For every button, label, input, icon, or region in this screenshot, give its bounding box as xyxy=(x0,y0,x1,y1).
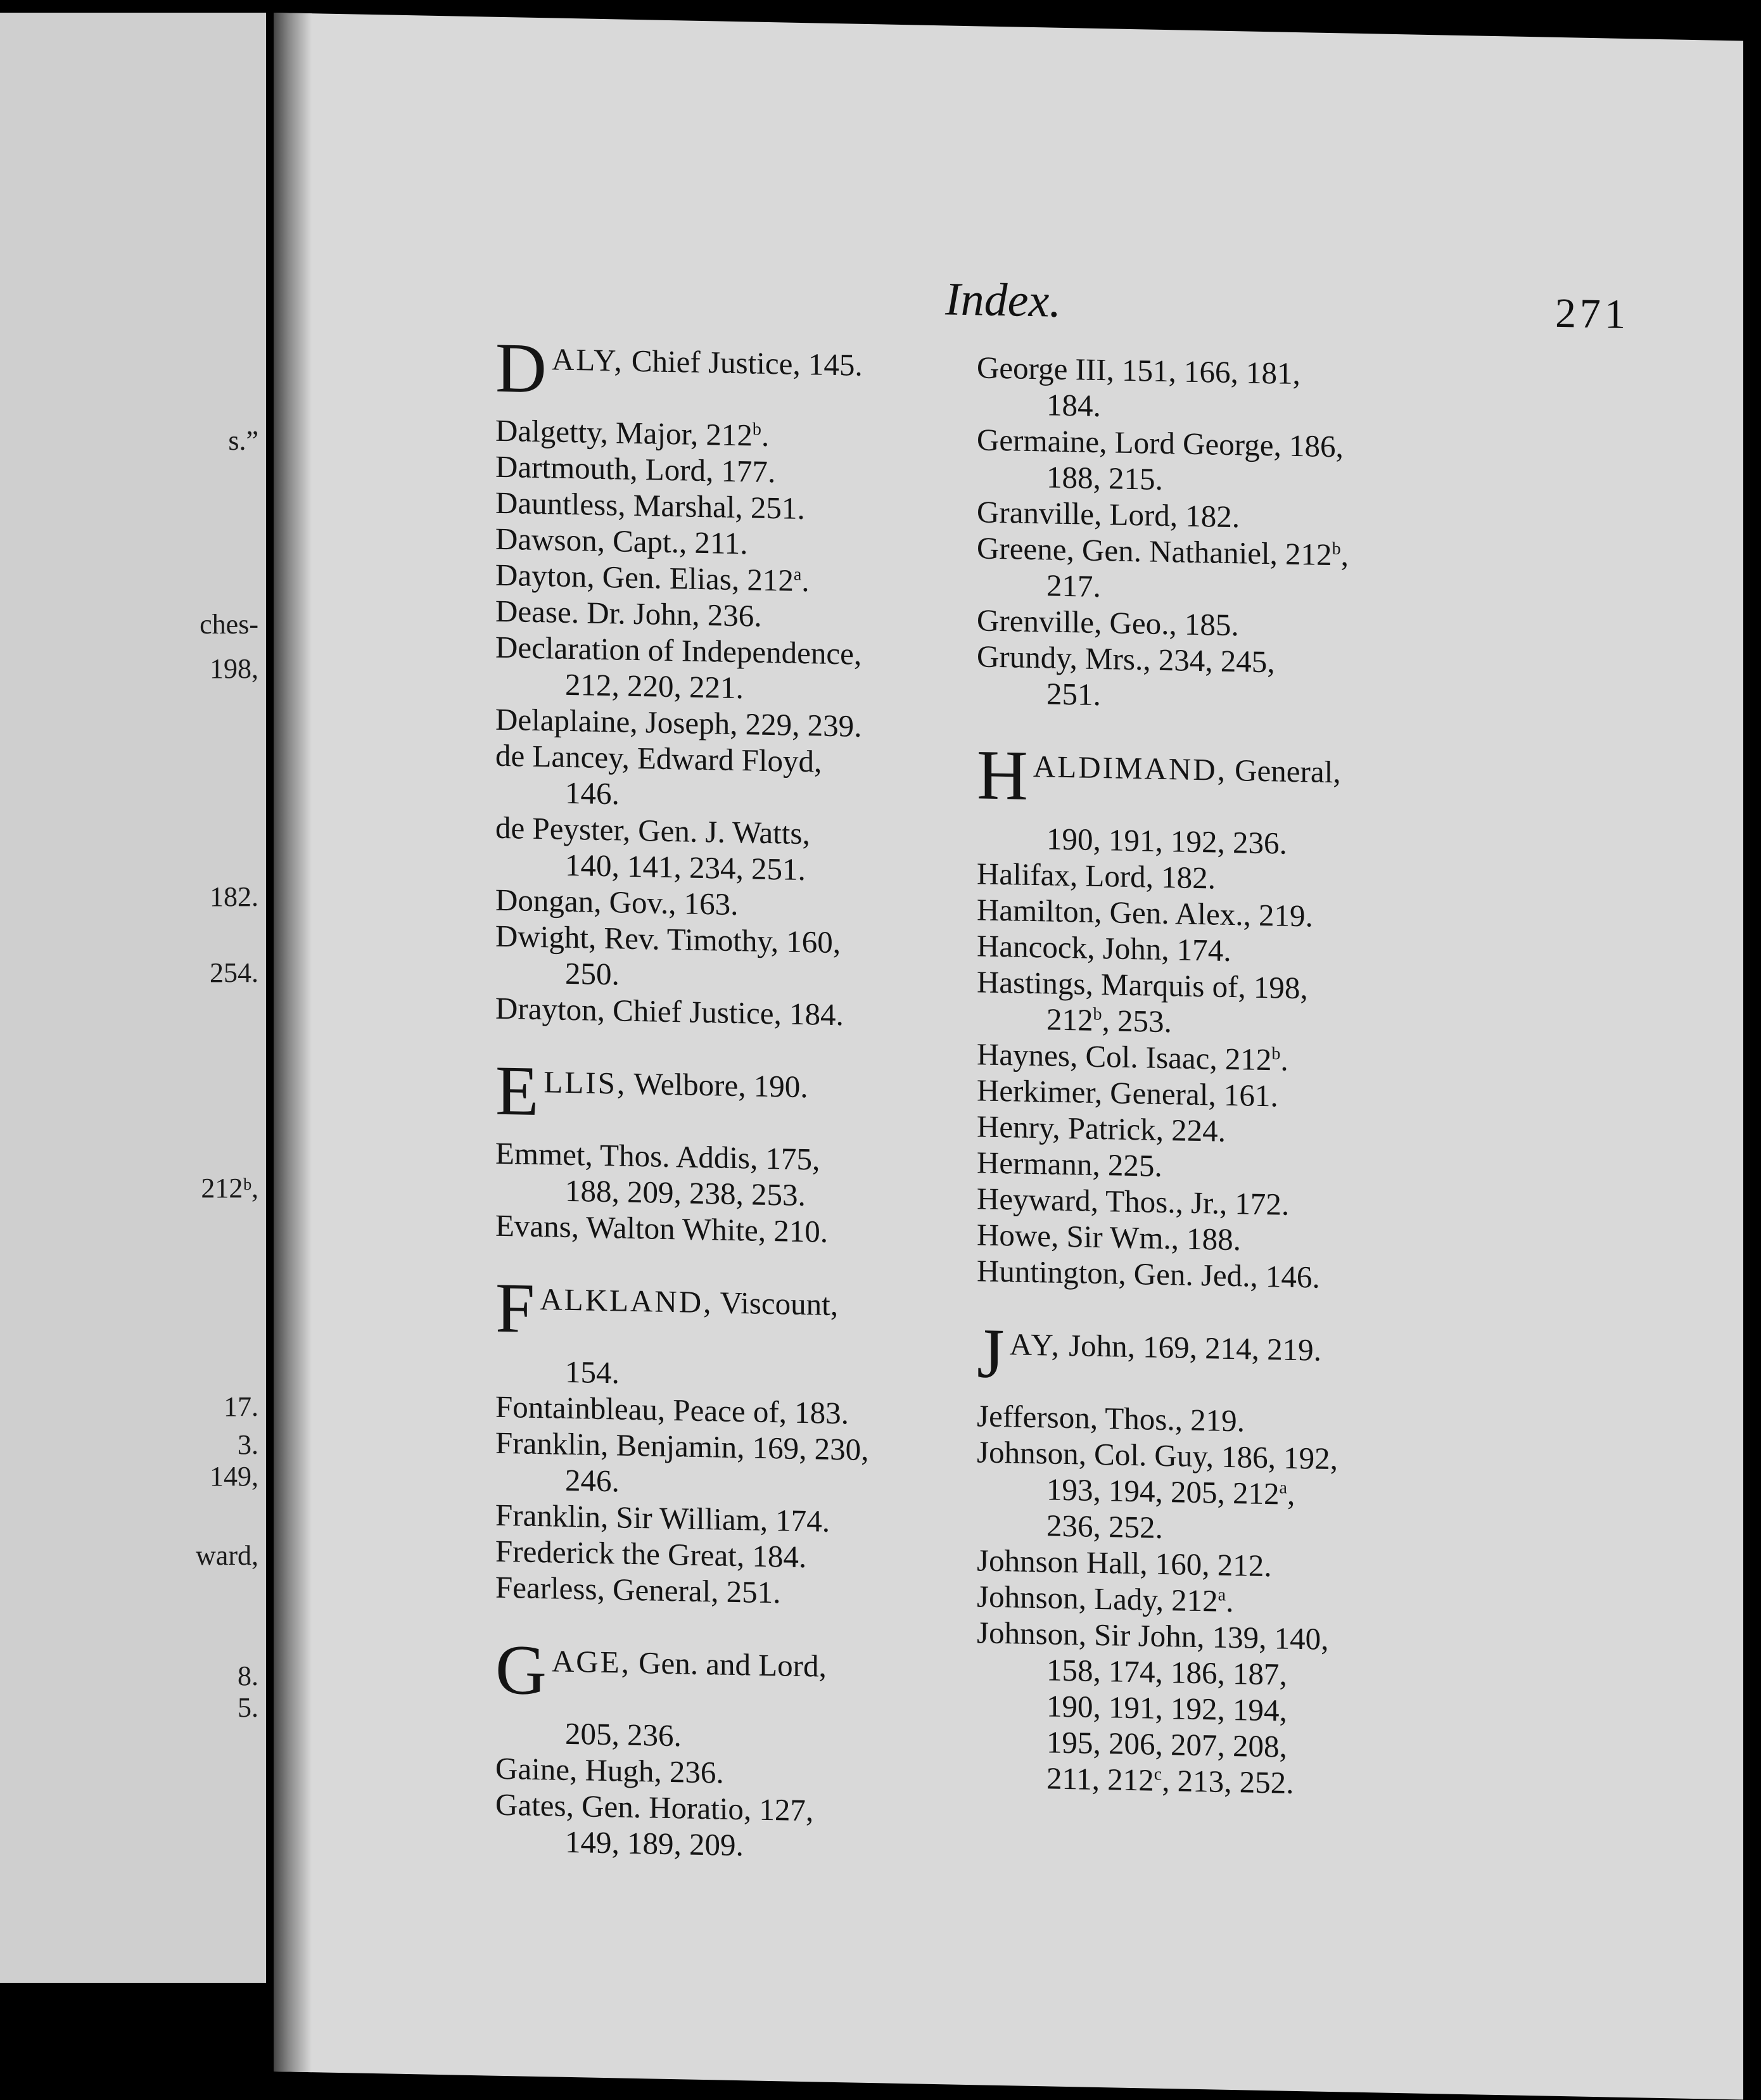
entry-text: de Lancey, Edward Floyd, xyxy=(495,737,822,779)
entry-text-suffix: , xyxy=(1340,537,1349,573)
entry-text: 188, 209, 238, 253. xyxy=(565,1173,806,1213)
entry-text: Hermann, 225. xyxy=(977,1145,1162,1183)
facing-page-text-fragment: 198, xyxy=(210,653,258,684)
entry-text: 251. xyxy=(1046,676,1101,713)
drop-cap-letter: D xyxy=(495,328,547,409)
entry-text: 236, 252. xyxy=(1046,1508,1163,1545)
entry-text: Fearless, General, 251. xyxy=(495,1569,781,1610)
entry-text: 190, 191, 192, 236. xyxy=(1046,821,1287,861)
index-entry-daly xyxy=(495,328,977,422)
entry-text: 188, 215. xyxy=(1046,459,1163,497)
entry-text: Greene, Gen. Nathaniel, 212 xyxy=(977,530,1332,573)
facing-page-text-fragment: 5. xyxy=(238,1692,258,1723)
entry-text: Germaine, Lord George, 186, xyxy=(977,422,1344,464)
entry-text: Huntington, Gen. Jed., 146. xyxy=(977,1253,1320,1295)
entry-heading-caps: ALKLAND, xyxy=(540,1282,713,1320)
entry-text: Viscount, xyxy=(713,1285,838,1323)
entry-text: Evans, Walton White, 210. xyxy=(495,1207,829,1249)
entry-text: Dawson, Capt., 211. xyxy=(495,521,748,561)
facing-page-text-fragment: 8. xyxy=(238,1660,258,1691)
entry-text: Fontainbleau, Peace of, 183. xyxy=(495,1389,849,1431)
drop-cap-letter: H xyxy=(977,735,1028,815)
entry-text: Johnson Hall, 160, 212. xyxy=(977,1543,1272,1584)
facing-page-text-fragment: 212ᵇ, xyxy=(201,1173,258,1204)
entry-text: Dalgetty, Major, 212 xyxy=(495,412,753,453)
entry-text: Heyward, Thos., Jr., 172. xyxy=(977,1181,1290,1222)
entry-text: Hancock, John, 174. xyxy=(977,928,1231,969)
entry-text: Johnson, Lady, 212 xyxy=(977,1579,1218,1619)
entry-text-suffix: . xyxy=(801,563,810,599)
entry-text: Granville, Lord, 182. xyxy=(977,494,1240,535)
entry-text: 140, 141, 234, 251. xyxy=(565,847,806,888)
entry-text-suffix: . xyxy=(761,417,770,454)
entry-heading-caps: ALDIMAND, xyxy=(1033,749,1227,787)
entry-text: 158, 174, 186, 187, xyxy=(1046,1652,1287,1692)
entry-text: Emmet, Thos. Addis, 175, xyxy=(495,1135,820,1177)
entry-heading-caps: AY, xyxy=(1009,1327,1061,1363)
entry-text-suffix: . xyxy=(1226,1583,1234,1619)
entry-text: 205, 236. xyxy=(565,1715,682,1753)
running-head: Index. xyxy=(945,273,1061,328)
drop-cap-letter: J xyxy=(977,1314,1005,1394)
drop-cap-letter: E xyxy=(495,1051,539,1131)
entry-text: Hamilton, Gen. Alex., 219. xyxy=(977,892,1313,934)
entry-superscript: b xyxy=(1271,1043,1281,1064)
entry-text-suffix: , 213, 252. xyxy=(1162,1762,1294,1800)
entry-text: Herkimer, General, 161. xyxy=(977,1072,1278,1114)
entry-text: John, 169, 214, 219. xyxy=(1060,1327,1321,1368)
entry-text: George III, 151, 166, 181, xyxy=(977,350,1300,391)
entry-text: Delaplaine, Joseph, 229, 239. xyxy=(495,701,862,744)
entry-text: Halifax, Lord, 182. xyxy=(977,856,1216,896)
index-page xyxy=(274,13,1743,2100)
entry-text: 154. xyxy=(565,1354,620,1390)
entry-text: 250. xyxy=(565,955,620,992)
entry-text: Dartmouth, Lord, 177. xyxy=(495,449,776,490)
entry-text: Franklin, Sir William, 174. xyxy=(495,1497,830,1539)
facing-page-text-fragment: 17. xyxy=(224,1391,258,1422)
facing-page-text-fragment: s.” xyxy=(228,425,258,456)
entry-heading-caps: AGE, xyxy=(551,1643,631,1680)
entry-superscript: a xyxy=(793,564,802,585)
entry-text: 190, 191, 192, 194, xyxy=(1046,1688,1287,1728)
index-entry-jay xyxy=(977,1314,1458,1407)
entry-text: 146. xyxy=(565,775,620,811)
index-column-left xyxy=(495,328,977,1868)
entry-text: 211, 212 xyxy=(1046,1760,1154,1798)
entry-text: Franklin, Benjamin, 169, 230, xyxy=(495,1425,869,1468)
entry-text: 246. xyxy=(565,1462,620,1499)
index-entry-haldimand xyxy=(977,735,1458,829)
entry-text: Johnson, Col. Guy, 186, 192, xyxy=(977,1434,1338,1477)
entry-text: Howe, Sir Wm., 188. xyxy=(977,1217,1241,1257)
entry-text: Welbore, 190. xyxy=(626,1066,808,1105)
entry-superscript: c xyxy=(1154,1764,1162,1785)
entry-text: 212 xyxy=(1046,1002,1093,1038)
entry-text: Dease. Dr. John, 236. xyxy=(495,593,762,633)
entry-text: Gates, Gen. Horatio, 127, xyxy=(495,1786,814,1828)
entry-text: Dongan, Gov., 163. xyxy=(495,882,739,922)
facing-page-text-fragment: ward, xyxy=(196,1540,258,1571)
facing-page-text-fragment: 3. xyxy=(238,1429,258,1460)
entry-text: Grundy, Mrs., 234, 245, xyxy=(977,639,1275,680)
entry-text: Drayton, Chief Justice, 184. xyxy=(495,990,844,1033)
entry-text: 149, 189, 209. xyxy=(565,1824,744,1863)
entry-superscript: b xyxy=(752,419,761,440)
entry-text: 212, 220, 221. xyxy=(565,666,744,706)
index-entry-ellis xyxy=(495,1051,977,1145)
index-entry-gage xyxy=(495,1630,977,1724)
entry-text: Johnson, Sir John, 139, 140, xyxy=(977,1615,1329,1657)
entry-text: 217. xyxy=(1046,568,1101,604)
facing-page-text-fragment: ches- xyxy=(200,609,258,640)
page-number: 271 xyxy=(1555,290,1629,338)
facing-page-text-fragment: 149, xyxy=(210,1461,258,1492)
entry-superscript: a xyxy=(1279,1478,1287,1498)
drop-cap-letter: F xyxy=(495,1268,535,1348)
entry-heading-caps: LLIS, xyxy=(544,1064,627,1101)
entry-text: Chief Justice, 145. xyxy=(623,343,863,383)
facing-page-text-fragment: 254. xyxy=(210,957,258,988)
entry-text: Hastings, Marquis of, 198, xyxy=(977,964,1308,1006)
page-header xyxy=(945,272,1629,349)
entry-superscript: b xyxy=(1332,538,1341,559)
entry-text: Dayton, Gen. Elias, 212 xyxy=(495,557,794,598)
drop-cap-letter: G xyxy=(495,1630,547,1710)
index-column-right xyxy=(977,349,1458,1804)
entry-text-suffix: . xyxy=(1280,1042,1288,1078)
entry-text: 184. xyxy=(1046,387,1101,424)
index-entry-falkland xyxy=(495,1268,977,1362)
entry-text: General, xyxy=(1226,752,1341,790)
entry-text: 193, 194, 205, 212 xyxy=(1046,1472,1280,1511)
entry-text: Dauntless, Marshal, 251. xyxy=(495,485,805,526)
entry-text: 195, 206, 207, 208, xyxy=(1046,1724,1287,1764)
page-gutter-shadow xyxy=(274,13,312,2072)
facing-page-text-fragment: 182. xyxy=(210,881,258,912)
entry-text: Haynes, Col. Isaac, 212 xyxy=(977,1036,1272,1078)
entry-text: Grenville, Geo., 185. xyxy=(977,602,1239,643)
entry-text-suffix: , 253. xyxy=(1102,1003,1172,1040)
entry-text: Henry, Patrick, 224. xyxy=(977,1109,1226,1149)
entry-text: Declaration of Independence, xyxy=(495,629,862,671)
entry-text: Gaine, Hugh, 236. xyxy=(495,1750,724,1790)
entry-heading-caps: ALY, xyxy=(551,341,624,378)
entry-superscript: b xyxy=(1093,1004,1102,1024)
entry-superscript: a xyxy=(1217,1585,1226,1605)
entry-text: Gen. and Lord, xyxy=(630,1645,827,1684)
entry-text: Frederick the Great, 184. xyxy=(495,1533,807,1575)
facing-page-fragment xyxy=(0,13,266,1983)
entry-text-suffix: , xyxy=(1287,1476,1295,1511)
entry-text: de Peyster, Gen. J. Watts, xyxy=(495,810,810,851)
entry-text: Jefferson, Thos., 219. xyxy=(977,1398,1245,1439)
entry-text: Dwight, Rev. Timothy, 160, xyxy=(495,918,841,960)
